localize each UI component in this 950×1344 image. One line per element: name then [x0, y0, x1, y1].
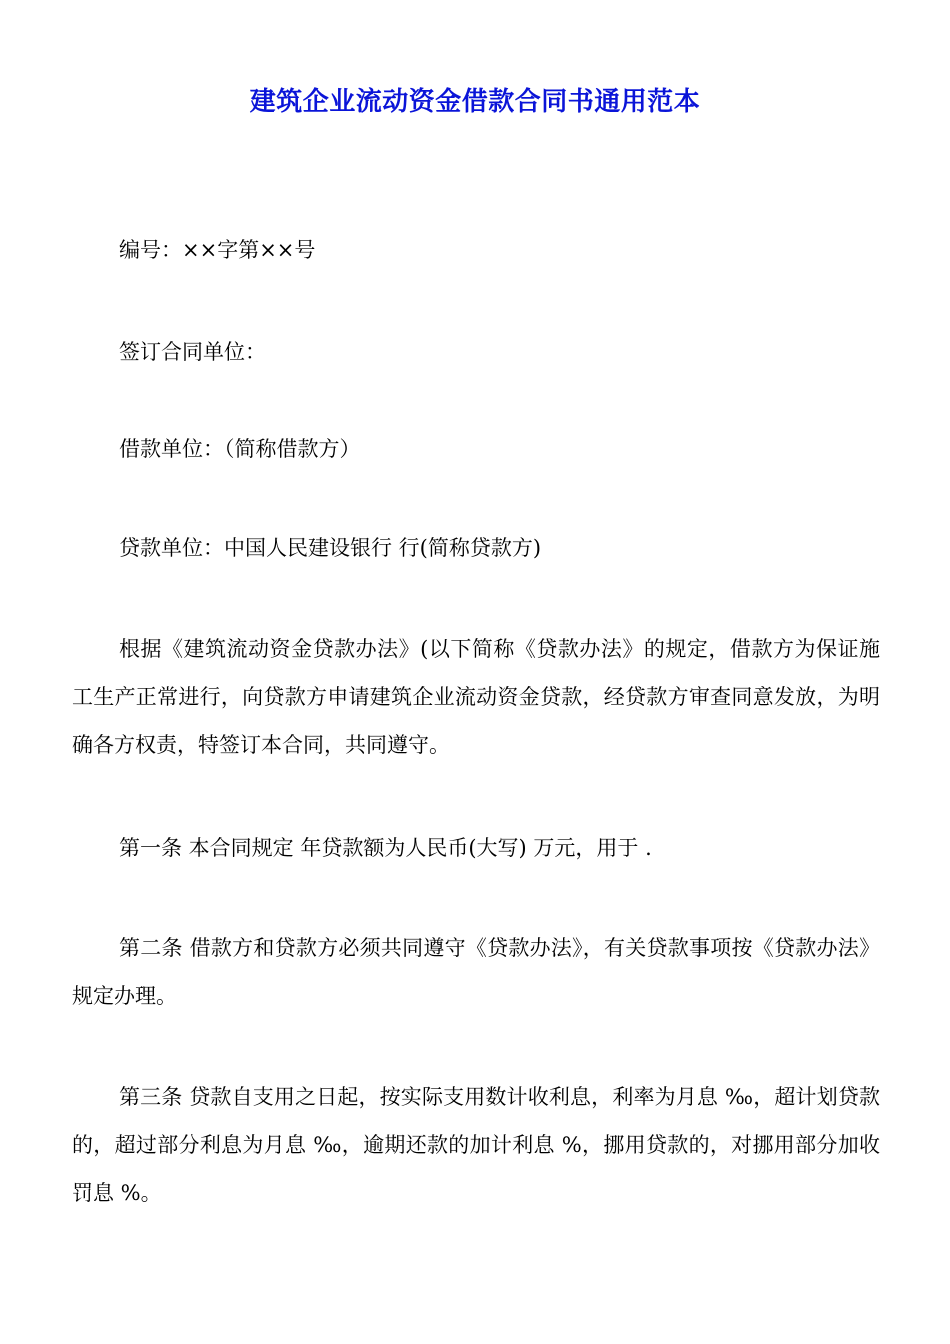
article-1: 第一条 本合同规定 年贷款额为人民币(大写) 万元，用于 .	[119, 836, 652, 860]
signing-parties-label: 签订合同单位：	[119, 340, 266, 364]
document-title: 建筑企业流动资金借款合同书通用范本	[249, 87, 701, 117]
basis-paragraph: 根据《建筑流动资金贷款办法》(以下简称《贷款办法》的规定，借款方为保证施工生产正常进行，向贷款方申请建筑企业流动资金贷款，经贷款方审查同意发放，为明确各方权责，特签订本合同，共同遵守。	[72, 637, 880, 757]
borrower-line: 借款单位：（简称借款方）	[119, 437, 361, 461]
lender-line: 贷款单位：中国人民建设银行 行(简称贷款方)	[119, 536, 542, 560]
contract-number: 编号：××字第××号	[119, 238, 316, 262]
article-2: 第二条 借款方和贷款方必须共同遵守《贷款办法》，有关贷款事项按《贷款办法》规定办理。	[72, 936, 880, 1008]
article-3: 第三条 贷款自支用之日起，按实际支用数计收利息，利率为月息 ‰，超计划贷款的，超过部分利息为月息 ‰，逾期还款的加计利息 %，挪用贷款的，对挪用部分加收罚息 %。	[72, 1085, 880, 1205]
